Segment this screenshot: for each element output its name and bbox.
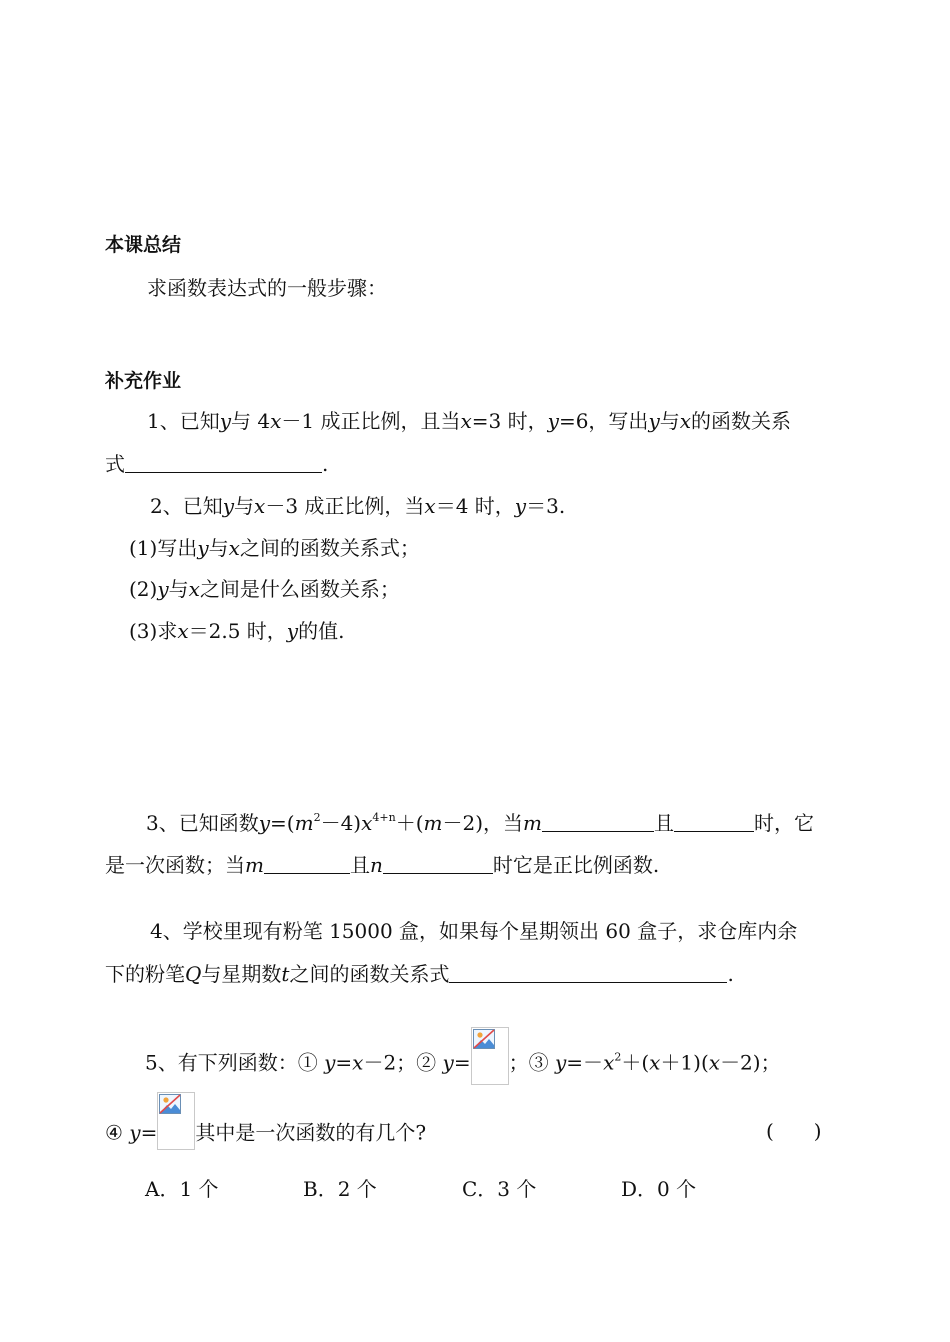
q4-answer-blank[interactable] [449,962,727,983]
q3-blank-3[interactable] [264,853,350,874]
q1-line2: 式 . [105,452,329,476]
q4-line2: 下的粉笔Q与星期数t之间的函数关系式 . [105,962,734,986]
q3-line1: 3、已知函数$y=(m^2-4)x^{4+n}+(m-2)$，当m 且 时，它 [146,811,814,835]
q2-sub1: (1)写出y与x之间的函数关系式； [129,536,420,560]
q4-line1: 4、学校里现有粉笔 15000 盒，如果每个星期领出 60 盒子，求仓库内余 [150,919,798,943]
broken-image-icon [159,1094,181,1114]
summary-heading: 本课总结 [105,234,182,256]
q5-option-c[interactable]: C．3 个 [462,1177,537,1201]
q5-option-a[interactable]: A．1 个 [145,1177,219,1201]
q3-line2: 是一次函数；当m 且n 时它是正比例函数. [105,853,660,877]
q2-sub3: (3)求x＝2.5 时，y的值. [129,619,345,643]
q2-line1: 2、已知y与x－3 成正比例，当x＝4 时，y＝3. [150,494,566,518]
q2-sub2: (2)y与x之间是什么函数关系； [129,577,400,601]
q5-answer-paren[interactable]: ( ) [766,1119,822,1143]
homework-heading: 补充作业 [105,370,182,392]
q3-blank-4[interactable] [383,853,493,874]
q1-line1: 1、已知y与 4x－1 成正比例，且当x=3 时，y=6，写出y与x的函数关系 [147,409,792,433]
q5-option-d[interactable]: D．0 个 [621,1177,697,1201]
q5-option-b[interactable]: B．2 个 [303,1177,377,1201]
q1-answer-blank[interactable] [125,452,322,473]
summary-steps-text: 求函数表达式的一般步骤： [147,276,387,300]
missing-formula-image-4 [157,1092,195,1150]
q3-blank-1[interactable] [542,811,654,832]
q5-line1: 5、有下列函数：① y=x－2；② y= ；③ $y=-x^2+(x+1)(x-2)$； [145,1043,781,1085]
missing-formula-image-2 [471,1027,509,1085]
q5-line2: ④ y= 其中是一次函数的有几个? [105,1118,426,1150]
q3-blank-2[interactable] [674,811,754,832]
broken-image-icon [473,1029,495,1049]
